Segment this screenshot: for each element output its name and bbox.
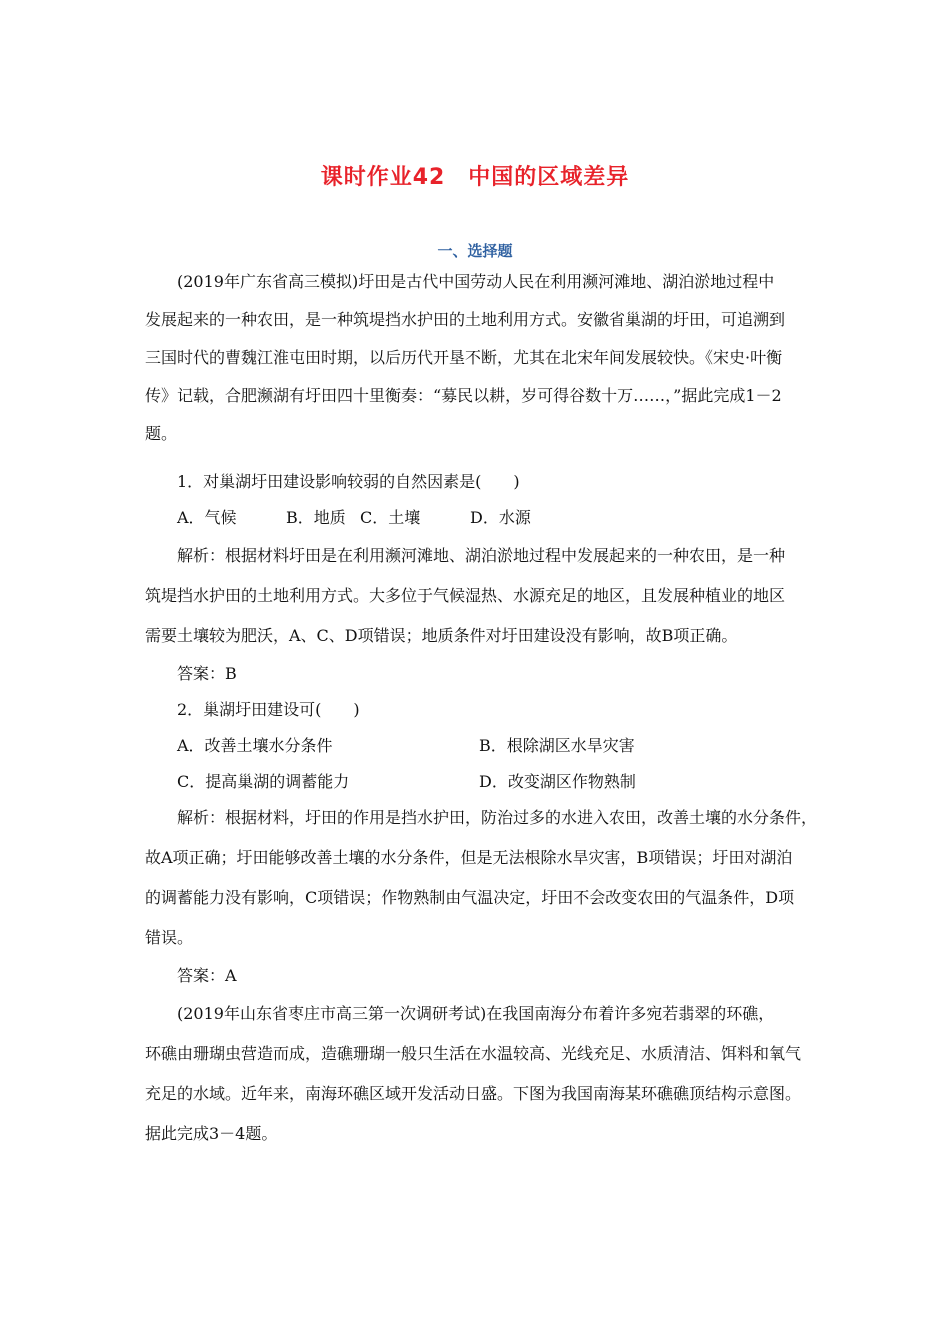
analysis-line: 解析：根据材料圩田是在利用濒河滩地、湖泊淤地过程中发展起来的一种农田，是一种: [177, 546, 786, 565]
passage-line: 据此完成3－4题。: [145, 1124, 278, 1143]
option-b: B．根除湖区水旱灾害: [479, 736, 635, 755]
answer-line: 答案：A: [177, 966, 237, 985]
question-stem: 2．巢湖圩田建设可( ): [177, 700, 360, 719]
option-c: C．土壤: [360, 508, 421, 527]
option-d: D．改变湖区作物熟制: [479, 772, 636, 791]
analysis-line: 解析：根据材料，圩田的作用是挡水护田，防治过多的水进入农田，改善土壤的水分条件，: [177, 808, 818, 827]
option-a: A．改善土壤水分条件: [177, 736, 333, 755]
option-b: B．地质: [286, 508, 346, 527]
section-heading: 一、选择题: [437, 242, 513, 260]
analysis-line: 需要土壤较为肥沃，A、C、D项错误；地质条件对圩田建设没有影响，故B项正确。: [145, 626, 738, 645]
option-a: A．气候: [177, 508, 237, 527]
passage-line: 环礁由珊瑚虫营造而成，造礁珊瑚一般只生活在水温较高、光线充足、水质清洁、饵料和氧气: [145, 1044, 802, 1063]
analysis-line: 的调蓄能力没有影响，C项错误；作物熟制由气温决定，圩田不会改变农田的气温条件，D项: [145, 888, 795, 907]
passage-line: (2019年山东省枣庄市高三第一次调研考试)在我国南海分布着许多宛若翡翠的环礁，: [177, 1004, 775, 1023]
analysis-line: 错误。: [145, 928, 194, 947]
passage-line: 三国时代的曹魏江淮屯田时期，以后历代开垦不断，尤其在北宋年间发展较快。《宋史·叶衡: [145, 348, 783, 367]
passage-line: 传》记载，合肥濒湖有圩田四十里衡奏：“募民以耕，岁可得谷数十万……，”据此完成1－2: [145, 386, 782, 405]
page-title: 课时作业42 中国的区域差异: [320, 165, 630, 190]
analysis-line: 筑堤挡水护田的土地利用方式。大多位于气候湿热、水源充足的地区，且发展种植业的地区: [145, 586, 786, 605]
question-stem: 1．对巢湖圩田建设影响较弱的自然因素是( ): [177, 472, 520, 491]
passage-line: (2019年广东省高三模拟)圩田是古代中国劳动人民在利用濒河滩地、湖泊淤地过程中: [177, 272, 775, 291]
answer-line: 答案：B: [177, 664, 237, 683]
passage-line: 充足的水域。近年来，南海环礁区域开发活动日盛。下图为我国南海某环礁礁顶结构示意图。: [145, 1084, 802, 1103]
option-d: D．水源: [470, 508, 531, 527]
passage-line: 题。: [145, 424, 178, 443]
passage-line: 发展起来的一种农田，是一种筑堤挡水护田的土地利用方式。安徽省巢湖的圩田，可追溯到: [145, 310, 786, 329]
option-c: C．提高巢湖的调蓄能力: [177, 772, 350, 791]
analysis-line: 故A项正确；圩田能够改善土壤的水分条件，但是无法根除水旱灾害，B项错误；圩田对湖泊: [145, 848, 793, 867]
